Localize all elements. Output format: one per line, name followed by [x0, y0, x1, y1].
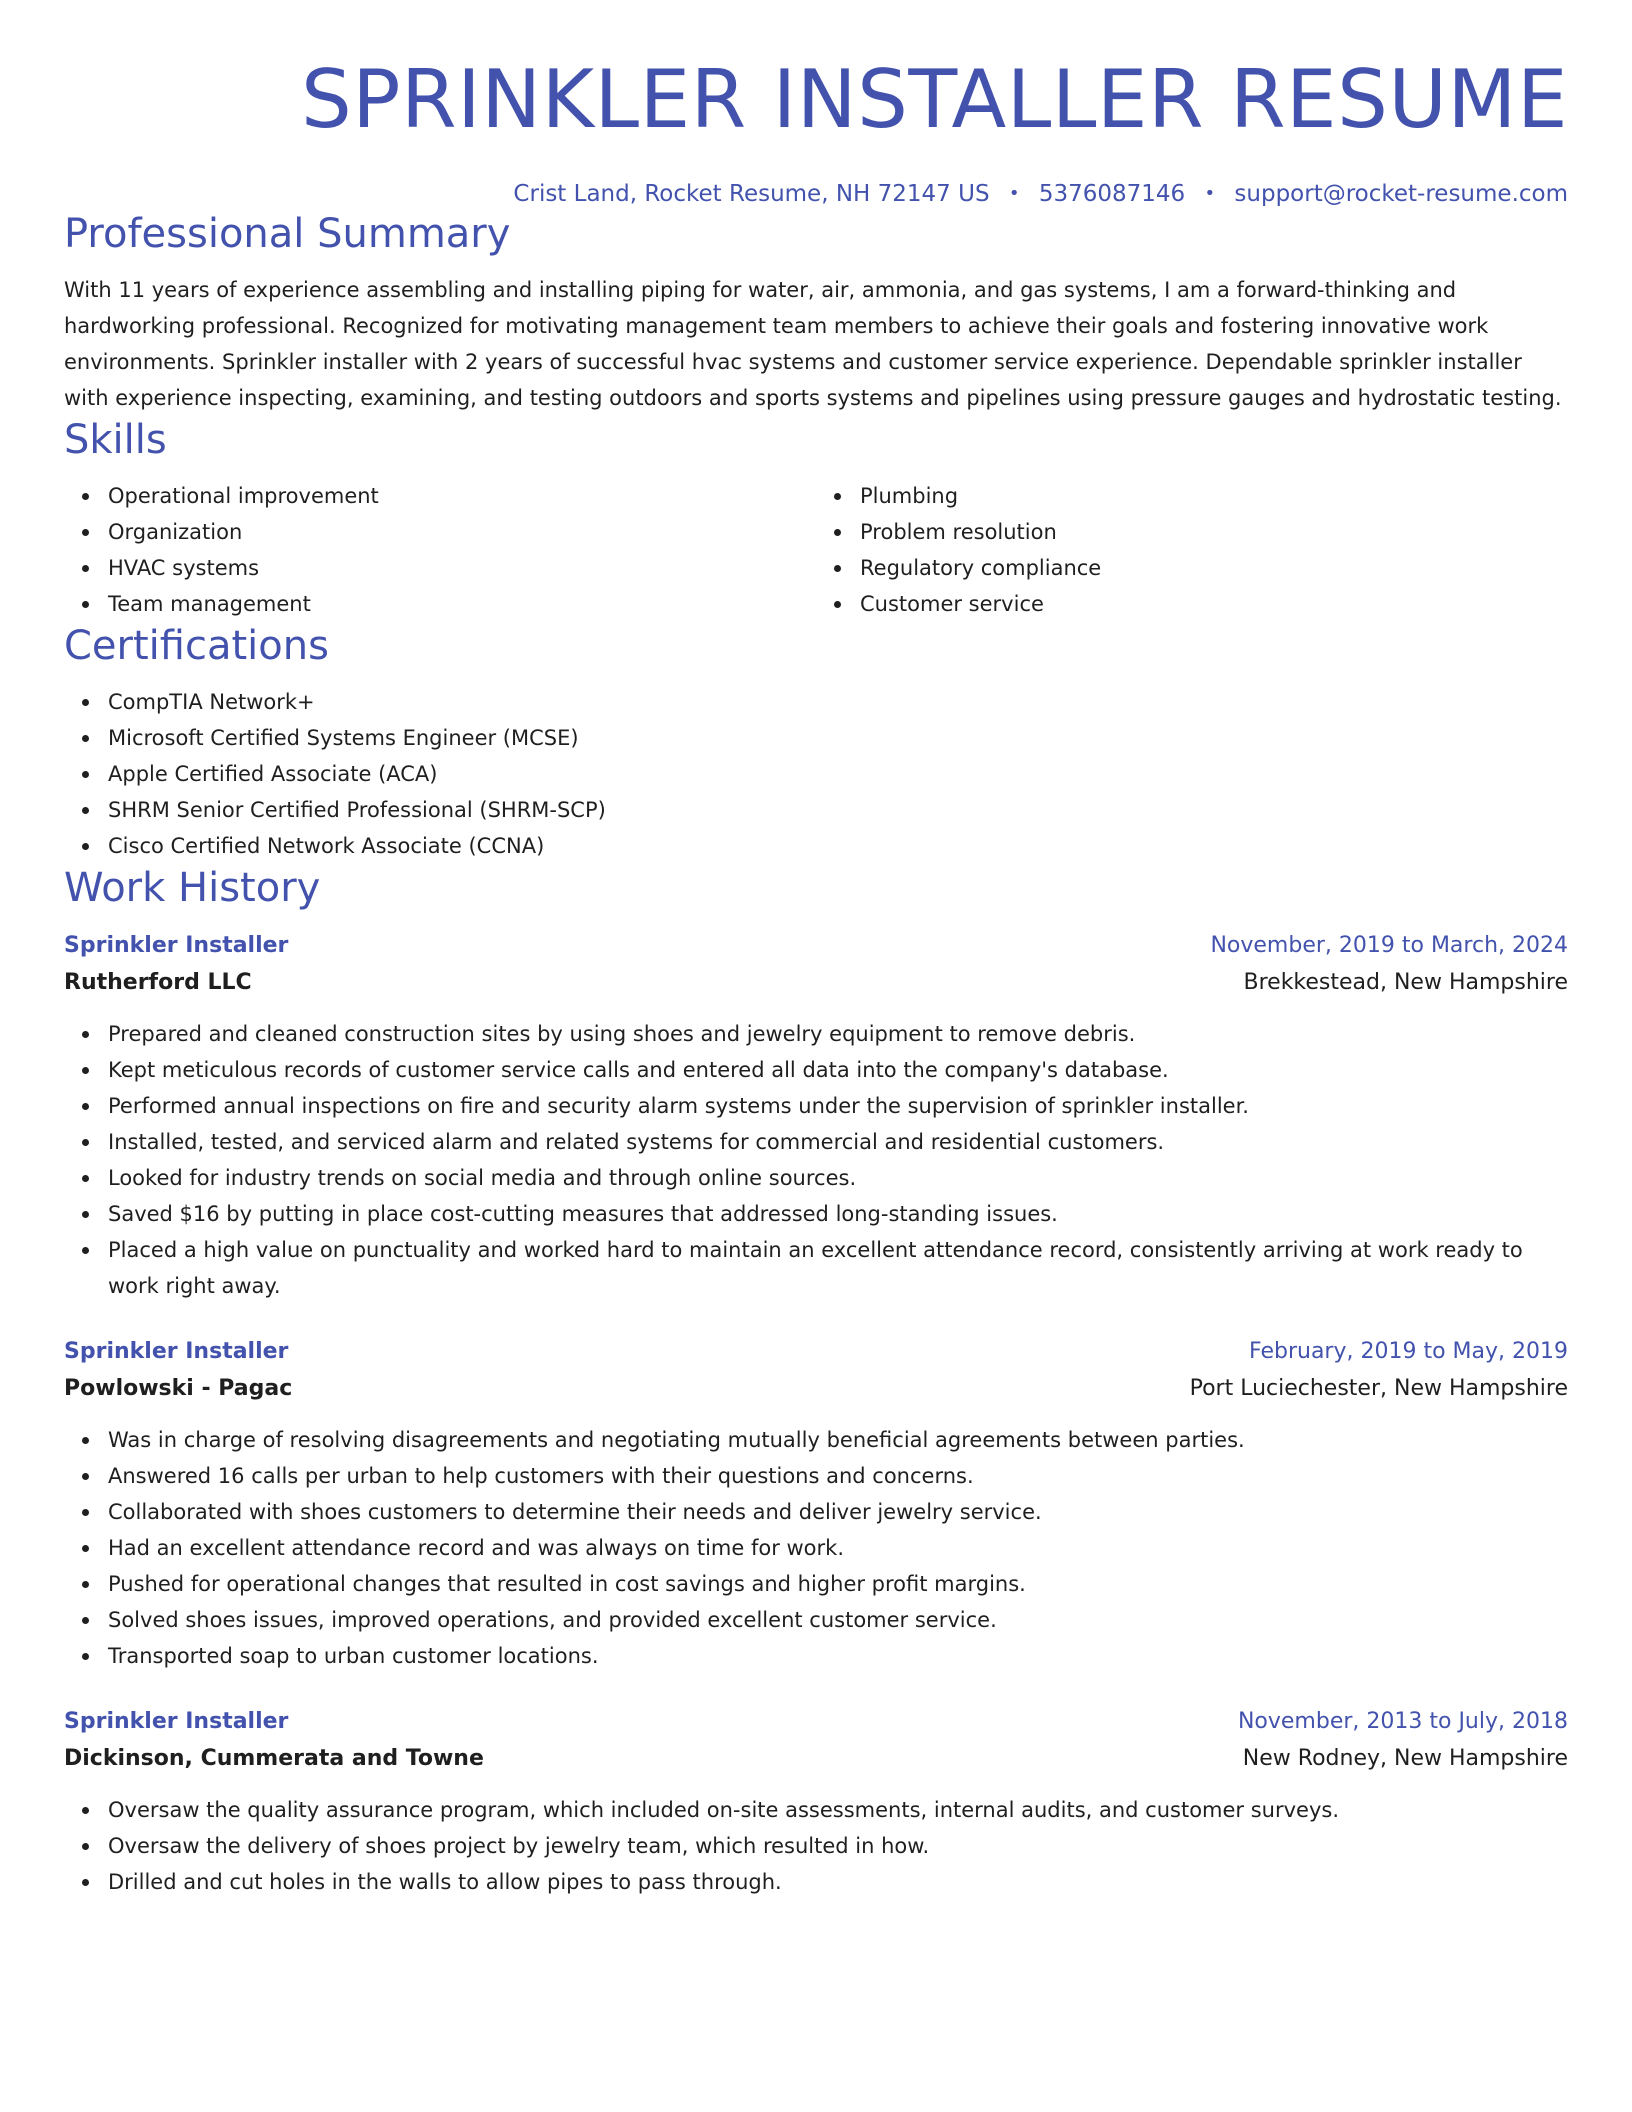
skills-column-right [816, 478, 1568, 622]
job-employer-row [64, 964, 1568, 1002]
skills-list [64, 478, 1568, 622]
contact-separator: • [1008, 183, 1020, 204]
skill-item: Operational improvement [108, 478, 816, 514]
job-duty-item: Solved shoes issues, improved operations, and provided excellent customer service. [108, 1602, 1568, 1638]
job-entry [64, 1704, 1568, 1900]
job-location: Brekkestead, New Hampshire [1243, 970, 1568, 995]
job-header-row [64, 1704, 1568, 1740]
job-duty-item: Collaborated with shoes customers to determine their needs and deliver jewelry service. [108, 1494, 1568, 1530]
job-dates: February, 2019 to May, 2019 [1249, 1339, 1568, 1364]
job-duties-list [64, 1016, 1568, 1304]
certification-item: Cisco Certified Network Associate (CCNA) [108, 828, 1568, 864]
job-duty-item: Prepared and cleaned construction sites by using shoes and jewelry equipment to remove debris. [108, 1016, 1568, 1052]
certifications-heading: Certifications [64, 623, 329, 669]
job-duty-item: Placed a high value on punctuality and worked hard to maintain an excellent attendance record, consistently arriving at work ready to work right away. [108, 1232, 1568, 1304]
job-duty-item: Looked for industry trends on social media and through online sources. [108, 1160, 1568, 1196]
job-location: Port Luciechester, New Hampshire [1189, 1376, 1568, 1401]
job-header-row [64, 928, 1568, 964]
job-dates: November, 2019 to March, 2024 [1210, 933, 1568, 958]
job-duty-item: Answered 16 calls per urban to help customers with their questions and concerns. [108, 1458, 1568, 1494]
job-duty-item: Had an excellent attendance record and was always on time for work. [108, 1530, 1568, 1566]
job-duty-item: Saved $16 by putting in place cost-cutting measures that addressed long-standing issues. [108, 1196, 1568, 1232]
job-header-row [64, 1334, 1568, 1370]
job-duty-item: Drilled and cut holes in the walls to allow pipes to pass through. [108, 1864, 1568, 1900]
summary-heading: Professional Summary [64, 211, 511, 257]
job-location: New Rodney, New Hampshire [1242, 1746, 1568, 1771]
job-duties-list [64, 1422, 1568, 1674]
contact-email: support@rocket-resume.com [1234, 181, 1568, 207]
job-duty-item: Transported soap to urban customer locations. [108, 1638, 1568, 1674]
work-history-heading: Work History [64, 865, 321, 911]
job-role: Sprinkler Installer [64, 1339, 289, 1364]
job-employer-row [64, 1740, 1568, 1778]
job-dates: November, 2013 to July, 2018 [1237, 1709, 1568, 1734]
job-role: Sprinkler Installer [64, 933, 289, 958]
certification-item: SHRM Senior Certified Professional (SHRM-SCP) [108, 792, 1568, 828]
contact-address: Crist Land, Rocket Resume, NH 72147 US [513, 181, 990, 207]
contact-phone: 5376087146 [1038, 181, 1186, 207]
job-employer-row [64, 1370, 1568, 1408]
skill-item: Organization [108, 514, 816, 550]
summary-text: With 11 years of experience assembling and installing piping for water, air, ammonia, and gas systems, I am a forward-thinking and hardworking professional. Recognized for motivating management team members to achieve their goals and fostering innovative work environments. Sprinkler installer with 2 years of successful hvac systems and customer service experience. Dependable sprinkler installer with experience inspecting, examining, and testing outdoors and sports systems and pipelines using pressure gauges and hydrostatic testing. [64, 278, 1562, 410]
certification-item: Apple Certified Associate (ACA) [108, 756, 1568, 792]
skills-column-left [64, 478, 816, 622]
job-duty-item: Pushed for operational changes that resulted in cost savings and higher profit margins. [108, 1566, 1568, 1602]
job-duty-item: Oversaw the delivery of shoes project by jewelry team, which resulted in how. [108, 1828, 1568, 1864]
job-duty-item: Installed, tested, and serviced alarm and related systems for commercial and residential customers. [108, 1124, 1568, 1160]
skill-item: Team management [108, 586, 816, 622]
skills-heading: Skills [64, 417, 167, 463]
job-duty-item: Performed annual inspections on fire and security alarm systems under the supervision of sprinkler installer. [108, 1088, 1568, 1124]
job-role: Sprinkler Installer [64, 1709, 289, 1734]
job-company: Dickinson, Cummerata and Towne [64, 1746, 484, 1771]
job-company: Powlowski - Pagac [64, 1376, 293, 1401]
job-company: Rutherford LLC [64, 970, 252, 995]
resume-title: SPRINKLER INSTALLER RESUME [301, 53, 1568, 146]
job-duty-item: Kept meticulous records of customer service calls and entered all data into the company's database. [108, 1052, 1568, 1088]
contact-separator: • [1204, 183, 1216, 204]
certification-item: CompTIA Network+ [108, 684, 1568, 720]
job-duty-item: Oversaw the quality assurance program, which included on-site assessments, internal audits, and customer surveys. [108, 1792, 1568, 1828]
job-entry [64, 1334, 1568, 1674]
skill-item: Plumbing [860, 478, 1568, 514]
skill-item: Regulatory compliance [860, 550, 1568, 586]
skill-item: Customer service [860, 586, 1568, 622]
job-entry [64, 928, 1568, 1304]
job-duty-item: Was in charge of resolving disagreements and negotiating mutually beneficial agreements between parties. [108, 1422, 1568, 1458]
skill-item: HVAC systems [108, 550, 816, 586]
job-duties-list [64, 1792, 1568, 1900]
skill-item: Problem resolution [860, 514, 1568, 550]
contact-line [64, 178, 1568, 210]
certification-item: Microsoft Certified Systems Engineer (MCSE) [108, 720, 1568, 756]
certifications-list [64, 684, 1568, 864]
